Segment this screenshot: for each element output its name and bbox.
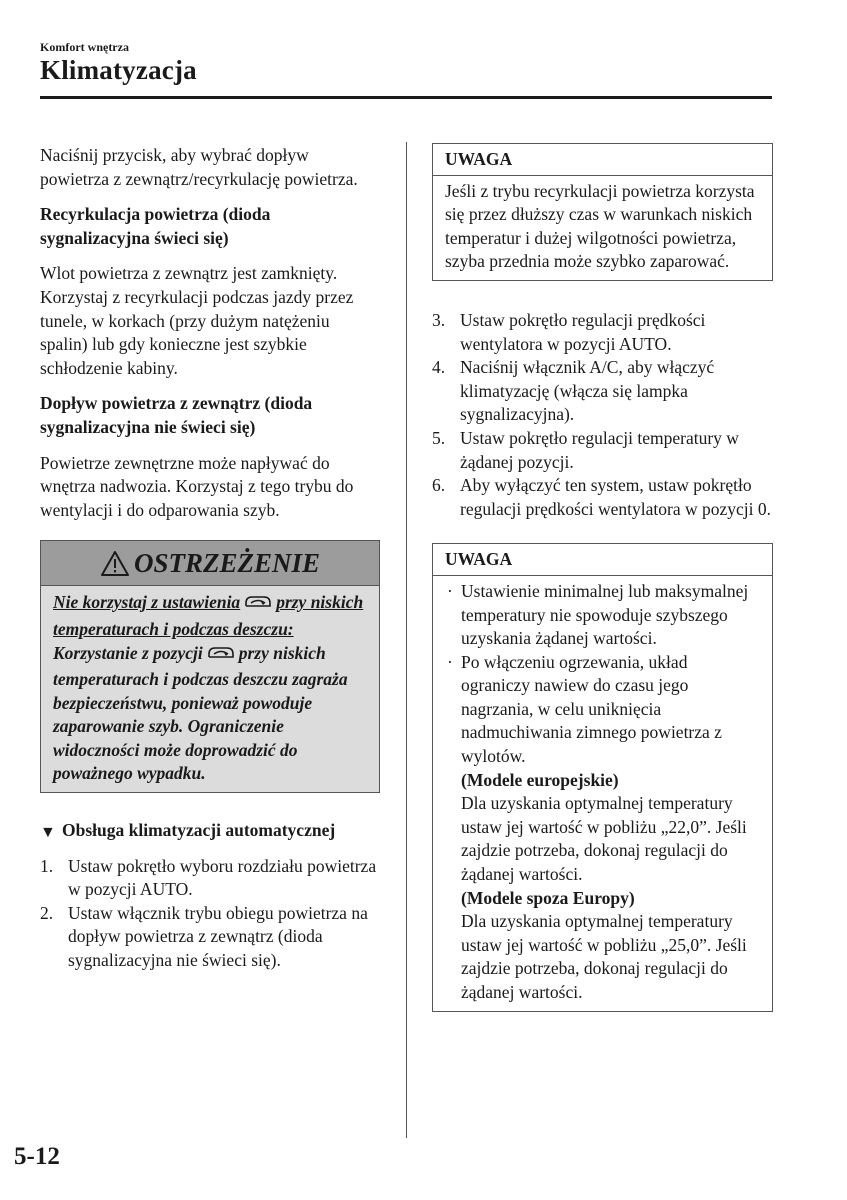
left-column	[40, 144, 380, 973]
auto-ac-heading: ▼ Obsługa klimatyzacji automatycznej	[40, 819, 380, 843]
non-eu-models-text: Dla uzyskania optymalnej temperatury ustaw jej wartość w pobliżu „25,0”. Jeśli zajdzie potrzeba, dokonaj regulacji do żądanej wartości.	[461, 911, 747, 1002]
recirculation-icon	[243, 593, 273, 618]
outside-air-heading: Dopływ powietrza z zewnątrz (dioda sygnalizacyjna nie świeci się)	[40, 393, 313, 437]
steps-list-left	[40, 855, 380, 973]
recirculation-icon	[206, 644, 236, 669]
note-box-1	[432, 143, 773, 281]
intro-text: Naciśnij przycisk, aby wybrać dopływ powietrza z zewnątrz/recyrkulację powietrza.	[40, 145, 358, 189]
triangle-bullet-icon: ▼	[40, 824, 56, 842]
warning-title: OSTRZEŻENIE	[133, 547, 321, 578]
note-text: Jeśli z trybu recyrkulacji powietrza korzysta się przez dłuższy czas w warunkach niskich temperatur i dużej wilgotności powietrza, szyba przednia może szybko zaparować.	[445, 180, 755, 272]
section-label: Komfort wnętrza	[40, 40, 129, 54]
step-item: 1. Ustaw pokrętło wyboru rozdziału powietrza w pozycji AUTO.	[40, 855, 377, 900]
warning-triangle-icon	[100, 550, 130, 577]
recirculation-heading: Recyrkulacja powietrza (dioda sygnalizacyjna świeci się)	[40, 204, 271, 248]
step-item: 4. Naciśnij włącznik A/C, aby włączyć klimatyzację (włącza się lampka sygnalizacyjna).	[432, 357, 715, 425]
note-box-2	[432, 543, 773, 1011]
eu-models-heading: (Modele europejskie)	[461, 769, 619, 790]
warning-body	[41, 586, 379, 792]
eu-models-text: Dla uzyskania optymalnej temperatury ustaw jej wartość w pobliżu „22,0”. Jeśli zajdzie potrzeba, dokonaj regulacji do żądanej wartości.	[461, 793, 747, 885]
step-item: 5. Ustaw pokrętło regulacji temperatury w żądanej pozycji.	[432, 427, 739, 472]
note-bullet: · Po włączeniu ogrzewania, układ ograniczy nawiew do czasu jego nagrzania, w celu uniknięcia nadmuchiwania zimnego powietrza z wylotów. (Modele europejskie) Dla uzyskania optymalnej temperatury ustaw jej wartość w pobliżu „22,0”. Jeśli zajdzie potrzeba, dokonaj regulacji do żądanej wartości. (Modele spoza Europy) Dla uzyskania optymalnej temperatury ustaw jej wartość w pobliżu „25,0”. Jeśli zajdzie potrzeba, dokonaj regulacji do żądanej wartości.	[445, 651, 760, 1005]
warning-second-sentence: Korzystanie z pozycji przy niskich temperaturach i podczas deszczu zagraża bezpieczeństwu, ponieważ powoduje zaparowanie szyb. Ograniczenie widoczności może doprowadzić do poważnego wypadku.	[53, 642, 348, 784]
note-body	[433, 576, 772, 1011]
note-bullet: · Ustawienie minimalnej lub maksymalnej temperatury nie spowoduje szybszego uzyskania żądanej wartości.	[447, 580, 749, 649]
note-title: UWAGA	[433, 544, 772, 576]
note-title: UWAGA	[433, 144, 772, 176]
step-item: 2. Ustaw włącznik trybu obiegu powietrza na dopływ powietrza z zewnątrz (dioda sygnalizacyjna nie świeci się).	[40, 902, 368, 971]
steps-list-right	[432, 309, 773, 521]
page-number: 5-12	[14, 1143, 60, 1170]
warning-first-sentence: Nie korzystaj z ustawienia przy niskich temperaturach i podczas deszczu:	[53, 592, 364, 639]
column-divider	[406, 142, 407, 1138]
non-eu-models-heading: (Modele spoza Europy)	[461, 887, 635, 908]
warning-header	[41, 541, 379, 586]
warning-box	[40, 540, 380, 793]
recirculation-text: Wlot powietrza z zewnątrz jest zamknięty. Korzystaj z recyrkulacji podczas jazdy przez tunele, w korkach (przy dużym natężeniu spalin) lub gdy konieczne jest szybkie schłodzenie kabiny.	[40, 263, 354, 378]
outside-air-text: Powietrze zewnętrzne może napływać do wnętrza nadwozia. Korzystaj z tego trybu do wentylacji i do odparowania szyb.	[40, 452, 354, 520]
title-rule	[40, 96, 772, 99]
step-item: 3. Ustaw pokrętło regulacji prędkości wentylatora w pozycji AUTO.	[432, 309, 706, 354]
step-item: 6. Aby wyłączyć ten system, ustaw pokrętło regulacji prędkości wentylatora w pozycji 0.	[432, 475, 772, 519]
page-title: Klimatyzacja	[40, 55, 197, 85]
right-column	[432, 143, 773, 1012]
